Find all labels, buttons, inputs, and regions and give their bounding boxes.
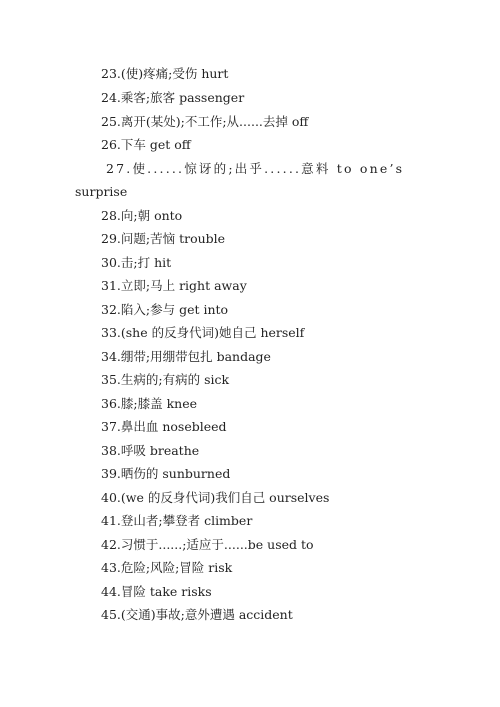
vocab-entry-34: 34.绷带;用绷带包扎 bandage [101,349,271,364]
vocab-entry-31: 31.立即;马上 right away [101,278,247,293]
vocab-entry-36: 36.膝;膝盖 knee [101,396,197,411]
vocab-entry-39: 39.晒伤的 sunburned [101,466,231,481]
vocab-entry-43: 43.危险;风险;冒险 risk [101,560,233,575]
vocab-entry-26: 26.下车 get off [101,137,191,152]
vocab-entry-24: 24.乘客;旅客 passenger [101,90,245,105]
vocab-entry-29: 29.问题;苦恼 trouble [101,231,226,246]
vocab-entry-33: 33.(she 的反身代词)她自己 herself [101,325,305,340]
vocab-entry-37: 37.鼻出血 nosebleed [101,419,227,434]
vocab-entry-40: 40.(we 的反身代词)我们自己 ourselves [101,490,330,505]
vocab-entry-44: 44.冒险 take risks [101,584,212,599]
vocab-entry-45: 45.(交通)事故;意外遭遇 accident [101,607,293,622]
vocab-entry-23: 23.(使)疼痛;受伤 hurt [101,66,229,81]
vocab-entry-27-continuation: surprise [75,184,128,199]
vocab-entry-27: 27.使......惊讶的;出乎......意料 to one’s [106,161,405,176]
vocab-entry-38: 38.呼吸 breathe [101,443,200,458]
vocab-entry-28: 28.向;朝 onto [101,208,183,223]
vocab-entry-42: 42.习惯于......;适应于......be used to [101,537,314,552]
vocab-entry-30: 30.击;打 hit [101,255,172,270]
vocab-entry-41: 41.登山者;攀登者 climber [101,513,253,528]
vocab-entry-35: 35.生病的;有病的 sick [101,372,230,387]
vocab-entry-32: 32.陷入;参与 get into [101,302,229,317]
vocab-entry-25: 25.离开(某处);不工作;从......去掉 off [101,114,309,129]
